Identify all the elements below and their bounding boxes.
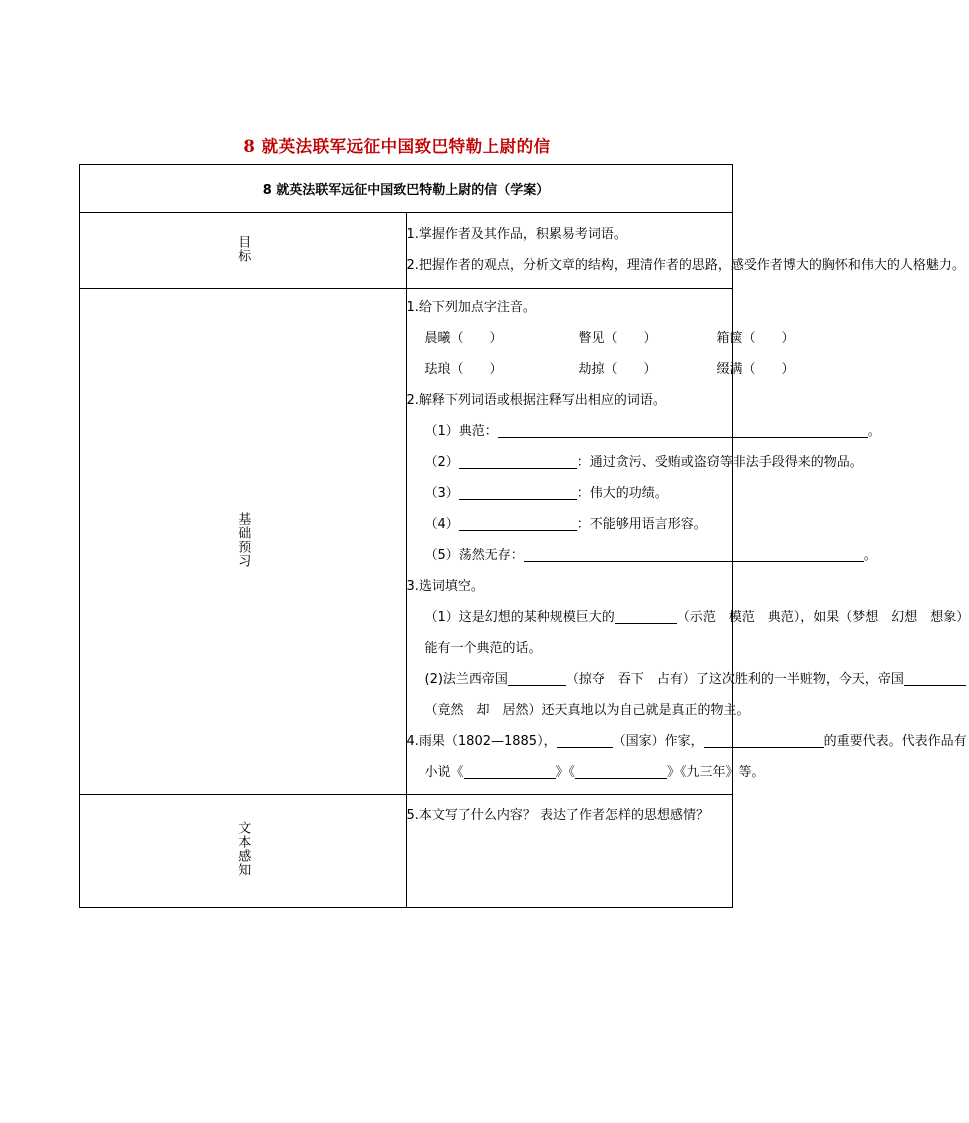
q4-text: 》《九三年》等。: [667, 765, 765, 780]
perception-content: [406, 795, 733, 908]
pinyin-item: 珐琅（ ）: [424, 362, 503, 377]
q2-item-text: （2）: [424, 455, 459, 470]
q4-text: （国家）作家，: [612, 734, 704, 749]
objective-item: 2.把握作者的观点，分析文章的结构，理清作者的思路，感受作者博大的胸怀和伟大的人格魅力。: [406, 258, 965, 273]
q2-item-text: （1）典范：: [424, 424, 498, 439]
perception-label: 文本感知: [235, 821, 251, 877]
q1-row1: [407, 323, 795, 354]
pinyin-item: 瞥见（ ）: [578, 331, 657, 346]
caption-row: [80, 165, 733, 213]
q3-sentence-2: [407, 664, 904, 695]
answer-blank[interactable]: [459, 516, 577, 531]
answer-blank[interactable]: [459, 485, 577, 500]
q2-item-3: [407, 478, 733, 509]
q2-item-text: 。: [867, 424, 881, 439]
answer-blank[interactable]: [524, 547, 864, 562]
pinyin-item: 箱箧（ ）: [716, 331, 795, 346]
q2-item-text: （3）: [424, 486, 459, 501]
q2-item-text: ：通过贪污、受贿或盗窃等非法手段得来的物品。: [576, 455, 863, 470]
q3-text: （1）这是幻想的某种规模巨大的: [424, 610, 615, 625]
q1-prompt: 1.给下列加点字注音。: [406, 300, 536, 315]
answer-blank[interactable]: [557, 733, 613, 748]
answer-blank[interactable]: [459, 454, 577, 469]
q4-line-2: [407, 757, 765, 788]
pinyin-item: 劫掠（ ）: [578, 362, 657, 377]
q2-prompt: 2.解释下列词语或根据注释写出相应的词语。: [406, 393, 666, 408]
q3-text: （示范 模范 典范），如果（梦想 幻想 想象）: [676, 610, 969, 625]
q2-item-5: [407, 540, 877, 571]
q1-row2: [407, 354, 795, 385]
q2-item-1: [407, 416, 881, 447]
q2-item-text: 。: [863, 548, 877, 563]
q5-prompt: 5.本文写了什么内容？ 表达了作者怎样的思想感情？: [406, 808, 710, 823]
q2-item-2: [407, 447, 863, 478]
preview-row: [80, 289, 733, 795]
pinyin-item: 缀满（ ）: [716, 362, 795, 377]
preview-label-cell: [80, 289, 407, 795]
document-title: 8 就英法联军远征中国致巴特勒上尉的信: [243, 137, 551, 156]
answer-blank[interactable]: [904, 671, 966, 686]
q4-text: 4.雨果（1802—1885），: [406, 734, 557, 749]
answer-blank[interactable]: [508, 671, 566, 686]
q2-item-text: ：不能够用语言形容。: [576, 517, 707, 532]
q3-prompt: 3.选词填空。: [406, 579, 484, 594]
q2-item-text: ：伟大的功绩。: [576, 486, 668, 501]
perception-row: [80, 795, 733, 908]
answer-blank[interactable]: [575, 764, 667, 779]
preview-label: 基础预习: [235, 511, 251, 568]
objectives-content: [406, 213, 965, 289]
preview-content: [406, 289, 969, 795]
q3-sentence-2-cont: （竟然 却 居然）还天真地以为自己就是真正的物主。: [424, 703, 750, 718]
q3-sentence-1: [407, 602, 969, 633]
pinyin-item: 晨曦（ ）: [424, 331, 503, 346]
objectives-row: [80, 213, 733, 289]
answer-blank[interactable]: [704, 733, 824, 748]
objectives-label-cell: [80, 213, 407, 289]
q2-item-text: （4）: [424, 517, 459, 532]
q3-sentence-1-cont: 能有一个典范的话。: [424, 641, 542, 656]
answer-blank[interactable]: [464, 764, 556, 779]
q4-text: 》《: [555, 765, 576, 780]
q3-text: （掠夺 吞下 占有）了这次胜利的一半赃物，今天，帝国: [565, 672, 904, 687]
q4-line-1: [406, 726, 967, 757]
q4-text: 小说《: [424, 765, 464, 780]
q3-text: (2)法兰西帝国: [424, 672, 508, 687]
objective-item: 1.掌握作者及其作品，积累易考词语。: [406, 227, 627, 242]
answer-blank[interactable]: [498, 423, 868, 438]
q2-item-4: [407, 509, 733, 540]
objectives-label: 目标: [235, 234, 251, 263]
study-sheet-table: [79, 164, 969, 908]
answer-blank[interactable]: [615, 609, 677, 624]
q4-text: 的重要代表。代表作品有: [823, 734, 967, 749]
q2-item-text: （5）荡然无存：: [424, 548, 524, 563]
perception-label-cell: [80, 795, 407, 908]
table-caption: 8 就英法联军远征中国致巴特勒上尉的信（学案）: [80, 165, 733, 213]
